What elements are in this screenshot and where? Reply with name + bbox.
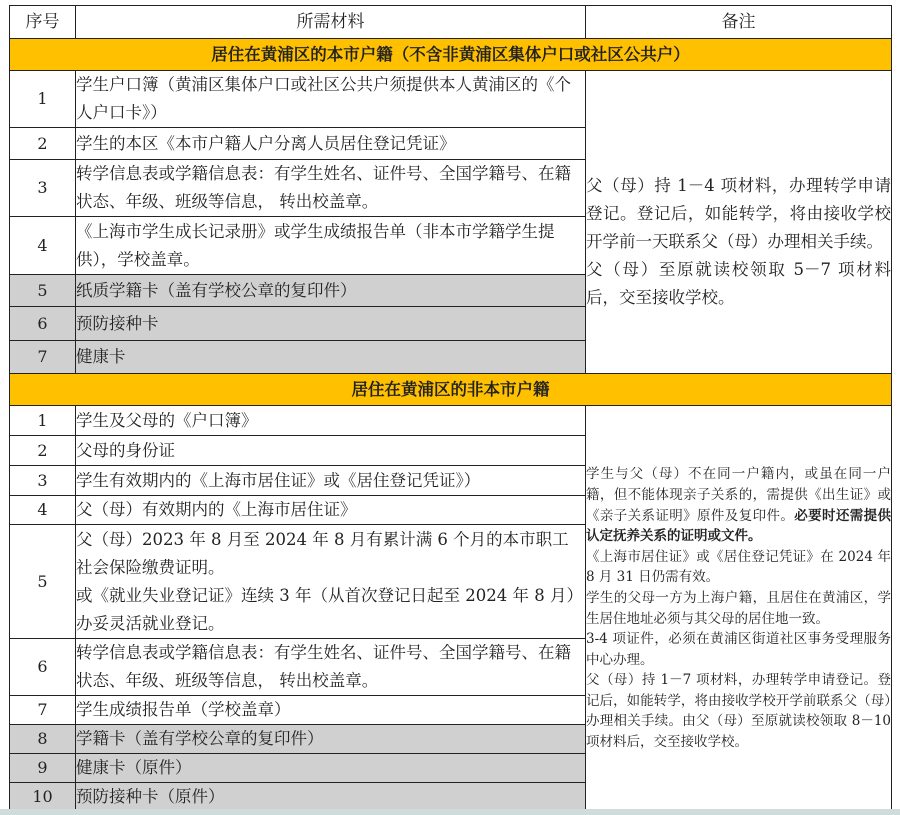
note-paragraph: 父（母）持 1－7 项材料，办理转学申请登记。登记后，如能转学，将由接收学校开学前联系父（母）办理相关手续。由父（母）至原就读校领取 8－10 项材料后，交至接收学校。 bbox=[586, 672, 891, 751]
section-note-nonlocal-hukou bbox=[586, 406, 892, 812]
header-number: 序号 bbox=[10, 6, 76, 39]
row-material: 学籍卡（盖有学校公章的复印件） bbox=[76, 725, 586, 754]
row-number: 1 bbox=[10, 406, 76, 436]
note-paragraph: 《上海市居住证》或《居住登记凭证》在 2024 年 8 月 31 日仍需有效。 bbox=[586, 548, 891, 586]
row-number: 9 bbox=[10, 754, 76, 783]
row-number: 7 bbox=[10, 696, 76, 725]
row-number: 4 bbox=[10, 217, 76, 275]
material-line: 或《就业失业登记证》连续 3 年（从首次登记日起至 2024 年 8 月）办妥灵活就业登记。 bbox=[76, 585, 583, 633]
row-material: 父母的身份证 bbox=[76, 436, 586, 466]
row-material: 健康卡 bbox=[76, 341, 586, 374]
materials-document bbox=[9, 5, 891, 812]
section-header-local-hukou bbox=[10, 39, 892, 71]
row-number: 2 bbox=[10, 128, 76, 160]
row-material bbox=[76, 525, 586, 639]
row-material: 转学信息表或学籍信息表：有学生姓名、证件号、全国学籍号、在籍状态、年级、班级等信息， 转出校盖章。 bbox=[76, 160, 586, 217]
row-material: 学生的本区《本市户籍人户分离人员居住登记凭证》 bbox=[76, 128, 586, 160]
row-number: 2 bbox=[10, 436, 76, 466]
row-material: 纸质学籍卡（盖有学校公章的复印件） bbox=[76, 275, 586, 307]
table-row bbox=[10, 406, 892, 436]
header-notes: 备注 bbox=[586, 6, 892, 39]
note-paragraph: 父（母）至原就读校领取 5－7 项材料后，交至接收学校。 bbox=[586, 260, 891, 307]
row-number: 10 bbox=[10, 783, 76, 812]
row-number: 6 bbox=[10, 307, 76, 341]
row-number: 1 bbox=[10, 71, 76, 128]
bottom-edge-strip bbox=[0, 809, 900, 815]
row-material: 预防接种卡 bbox=[76, 307, 586, 341]
material-line: 父（母）2023 年 8 月至 2024 年 8 月有累计满 6 个月的本市职工社会保险缴费证明。 bbox=[76, 529, 569, 577]
note-paragraph: 3-4 项证件，必须在黄浦区街道社区事务受理服务中心办理。 bbox=[586, 631, 891, 668]
table-header-row bbox=[10, 6, 892, 39]
row-number: 3 bbox=[10, 466, 76, 496]
row-material: 转学信息表或学籍信息表：有学生姓名、证件号、全国学籍号、在籍状态、年级、班级等信息， 转出校盖章。 bbox=[76, 639, 586, 696]
note-paragraph: 父（母）持 1－4 项材料，办理转学申请登记。登记后，如能转学，将由接收学校开学前一天联系父（母）办理相关手续。 bbox=[586, 176, 891, 251]
table-row bbox=[10, 71, 892, 128]
row-number: 5 bbox=[10, 525, 76, 639]
note-paragraph bbox=[586, 464, 891, 546]
row-material: 学生户口簿（黄浦区集体户口或社区公共户须提供本人黄浦区的《个人户口卡》） bbox=[76, 71, 586, 128]
row-material: 学生及父母的《户口簿》 bbox=[76, 406, 586, 436]
row-number: 8 bbox=[10, 725, 76, 754]
note-text: 学生与父（母）不在同一户籍内，或虽在同一户籍，但不能体现亲子关系的，需提供《出生证》或《亲子关系证明》原件及复印件。 bbox=[586, 466, 891, 524]
row-material: 健康卡（原件） bbox=[76, 754, 586, 783]
section-note-local-hukou bbox=[586, 71, 892, 374]
note-paragraph: 学生的父母一方为上海户籍，且居住在黄浦区，学生居住地址必须与其父母的居住地一致。 bbox=[586, 589, 891, 627]
section-title: 居住在黄浦区的本市户籍（不含非黄浦区集体户口或社区公共户） bbox=[10, 39, 892, 71]
header-materials: 所需材料 bbox=[76, 6, 586, 39]
row-number: 5 bbox=[10, 275, 76, 307]
row-material: 预防接种卡（原件） bbox=[76, 783, 586, 812]
row-number: 3 bbox=[10, 160, 76, 217]
required-materials-table bbox=[9, 5, 892, 812]
row-number: 4 bbox=[10, 496, 76, 525]
row-material: 《上海市学生成长记录册》或学生成绩报告单（非本市学籍学生提供），学校盖章。 bbox=[76, 217, 586, 275]
row-number: 7 bbox=[10, 341, 76, 374]
note-text-bold: 必要时还需提供认定抚养关系的证明或文件。 bbox=[586, 507, 892, 545]
section-header-nonlocal-hukou bbox=[10, 374, 892, 406]
row-number: 6 bbox=[10, 639, 76, 696]
section-title: 居住在黄浦区的非本市户籍 bbox=[10, 374, 892, 406]
row-material: 学生成绩报告单（学校盖章） bbox=[76, 696, 586, 725]
row-material: 学生有效期内的《上海市居住证》或《居住登记凭证》） bbox=[76, 466, 586, 496]
row-material: 父（母）有效期内的《上海市居住证》 bbox=[76, 496, 586, 525]
